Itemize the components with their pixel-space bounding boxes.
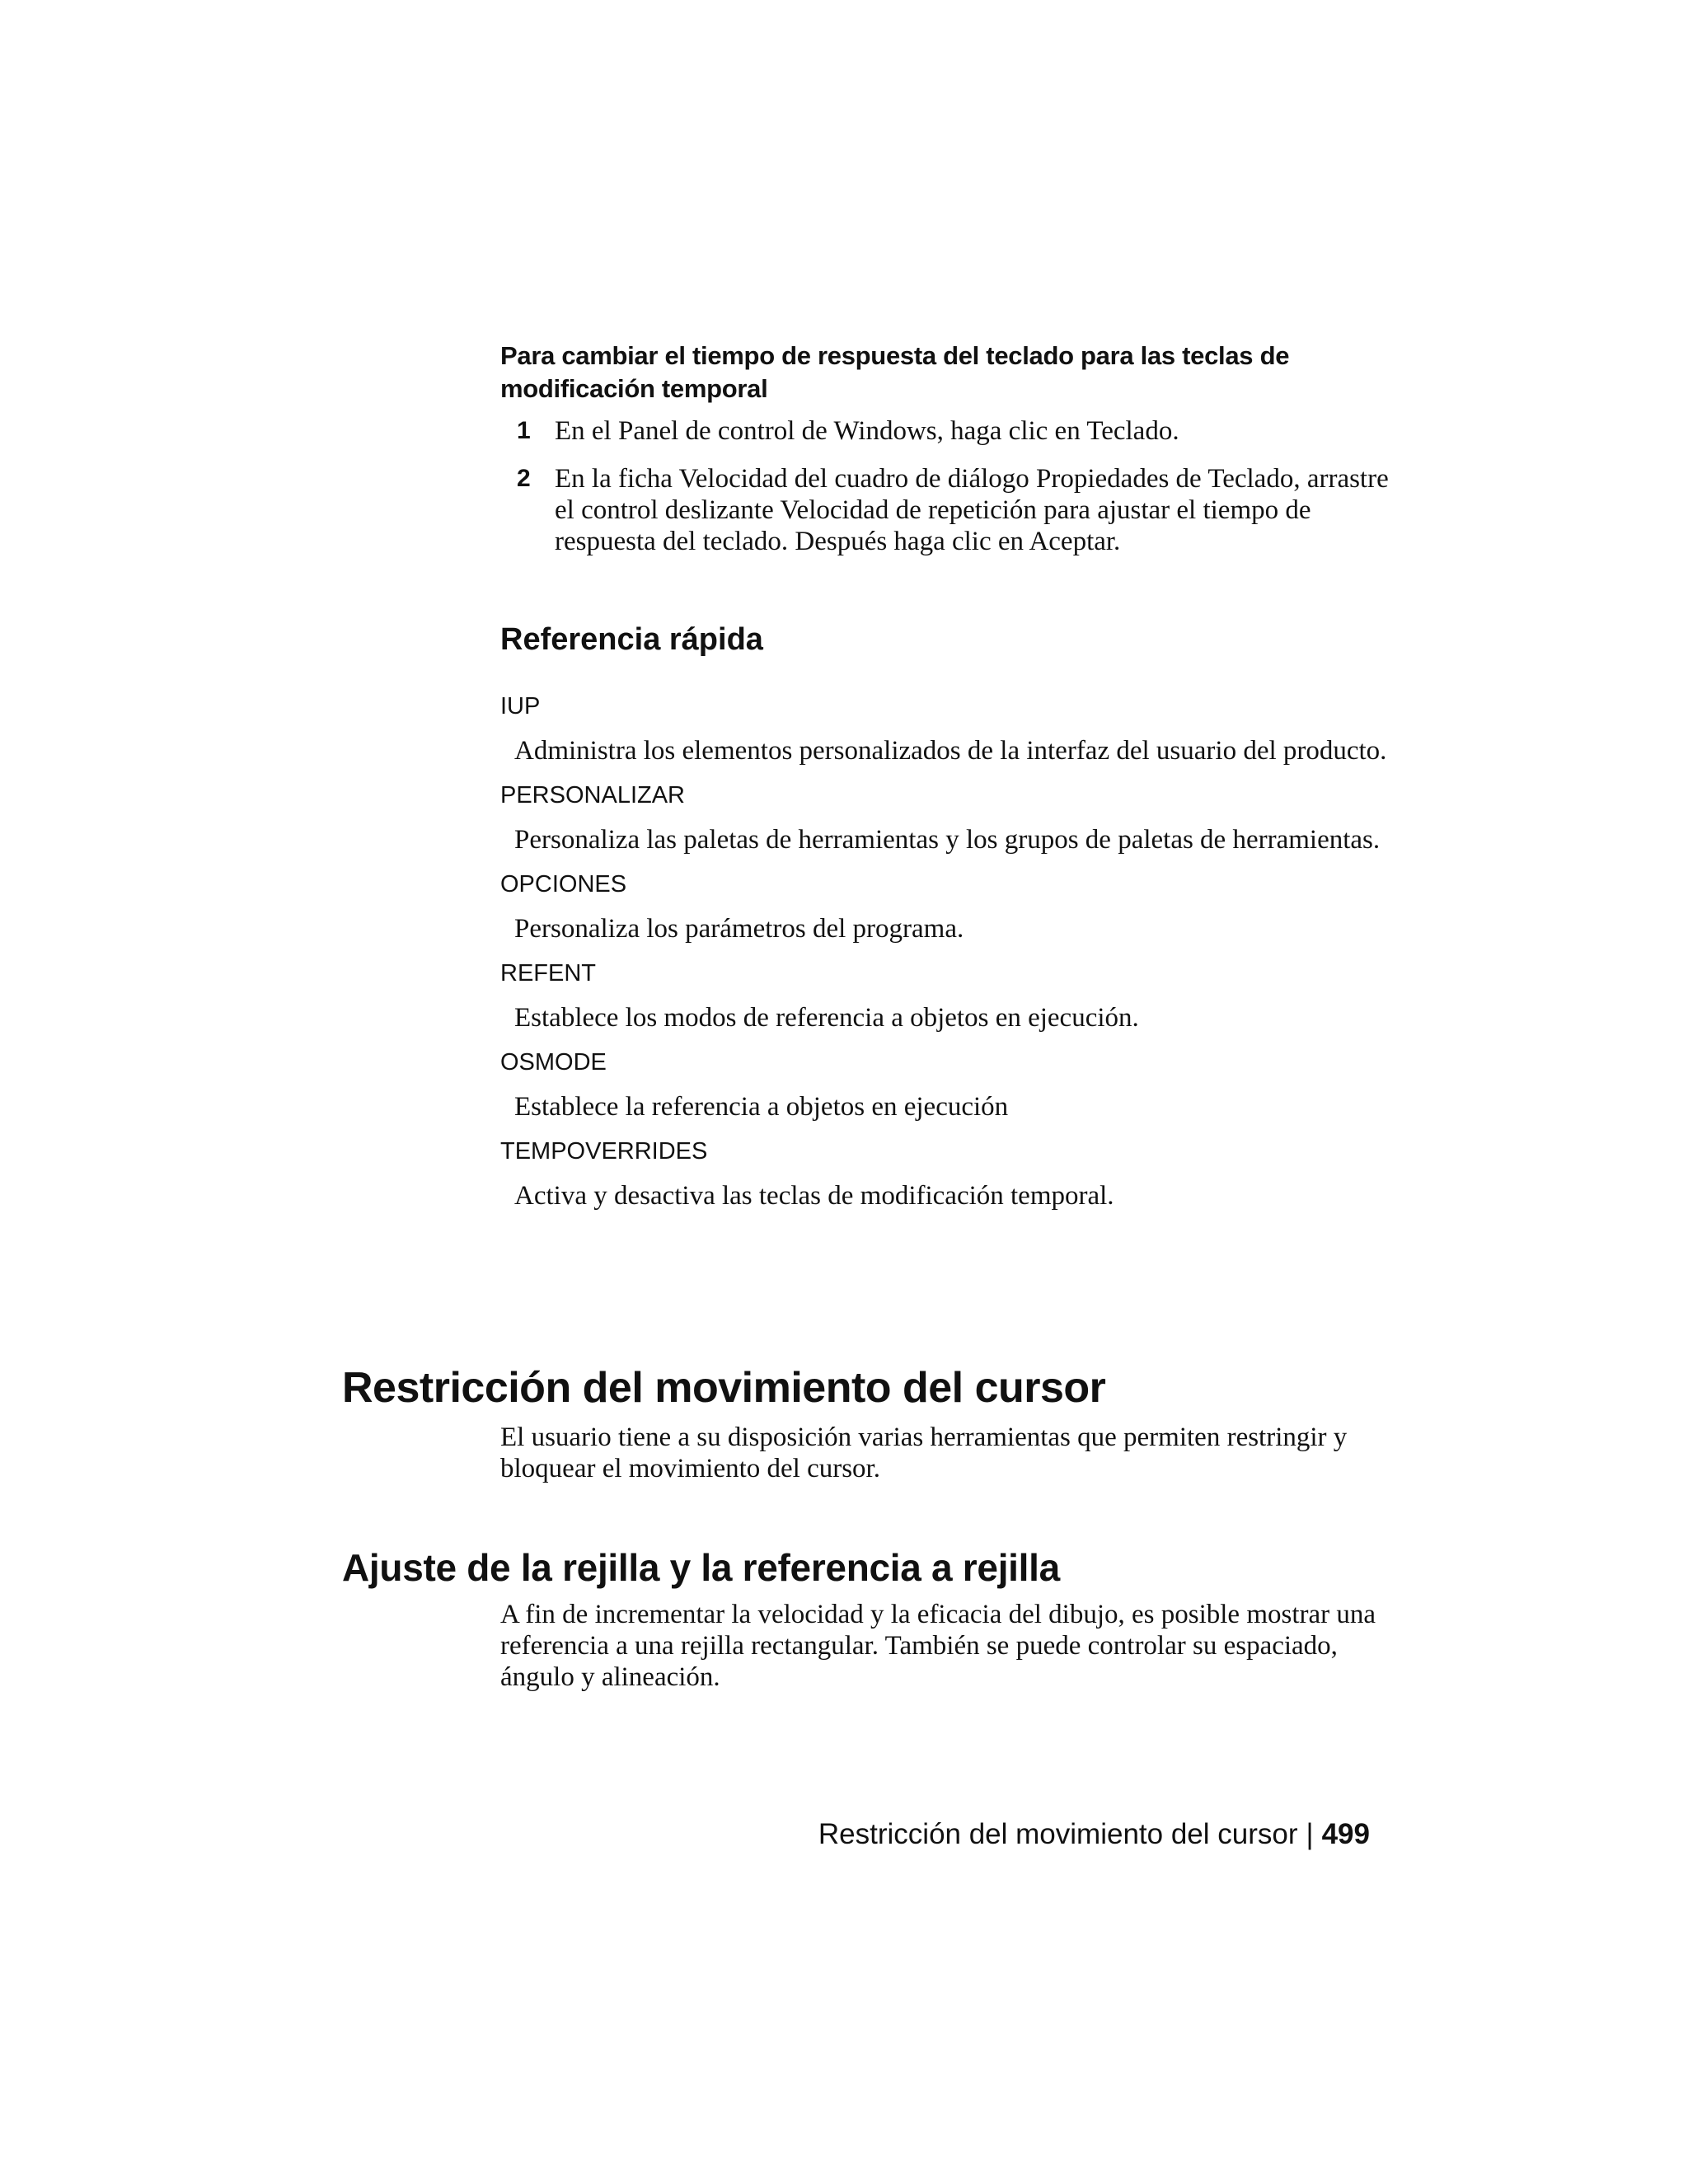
section-heading-rejilla: Ajuste de la rejilla y la referencia a rejilla	[342, 1546, 1060, 1589]
command-description: Personaliza las paletas de herramientas y los grupos de paletas de herramientas.	[514, 825, 1381, 855]
section-body-rejilla: A fin de incrementar la velocidad y la eficacia del dibujo, es posible mostrar una referencia a una rejilla rectangular. También se puede controlar su espaciado, ángulo y alineación.	[500, 1600, 1376, 1692]
footer-separator: |	[1306, 1818, 1314, 1850]
quick-reference-list	[500, 692, 1407, 1226]
command-description: Personaliza los parámetros del programa.	[514, 914, 964, 944]
command-description: Establece los modos de referencia a objetos en ejecución.	[514, 1003, 1139, 1033]
procedure-title: Para cambiar el tiempo de respuesta del teclado para las teclas de modificación temporal	[500, 341, 1290, 403]
step-number: 1	[517, 417, 531, 444]
section-heading-restriccion: Restricción del movimiento del cursor	[342, 1364, 1106, 1412]
page-number: 499	[1321, 1818, 1370, 1850]
command-name: IUP	[500, 693, 541, 719]
step-item	[500, 415, 1407, 447]
step-text: En la ficha Velocidad del cuadro de diálogo Propiedades de Teclado, arrastre el control deslizante Velocidad de repetición para ajustar el tiempo de respuesta del teclado. Después haga clic en Aceptar.	[555, 464, 1389, 556]
footer-section-title: Restricción del movimiento del cursor	[818, 1818, 1298, 1850]
step-text: En el Panel de control de Windows, haga clic en Teclado.	[555, 416, 1179, 446]
step-item	[500, 463, 1407, 557]
command-name: REFENT	[500, 960, 596, 987]
command-description: Administra los elementos personalizados de la interfaz del usuario del producto.	[514, 736, 1387, 766]
command-name: OPCIONES	[500, 871, 627, 898]
command-name: PERSONALIZAR	[500, 782, 685, 808]
page-footer	[818, 1816, 1370, 1853]
procedure-steps	[500, 415, 1407, 574]
step-number: 2	[517, 465, 531, 492]
quick-reference-heading: Referencia rápida	[500, 622, 763, 657]
command-name: OSMODE	[500, 1049, 607, 1076]
command-description: Establece la referencia a objetos en ejecución	[514, 1092, 1009, 1122]
section-body-restriccion: El usuario tiene a su disposición varias herramientas que permiten restringir y bloquear el movimiento del cursor.	[500, 1422, 1348, 1483]
command-description: Activa y desactiva las teclas de modificación temporal.	[514, 1181, 1114, 1211]
command-name: TEMPOVERRIDES	[500, 1138, 708, 1165]
